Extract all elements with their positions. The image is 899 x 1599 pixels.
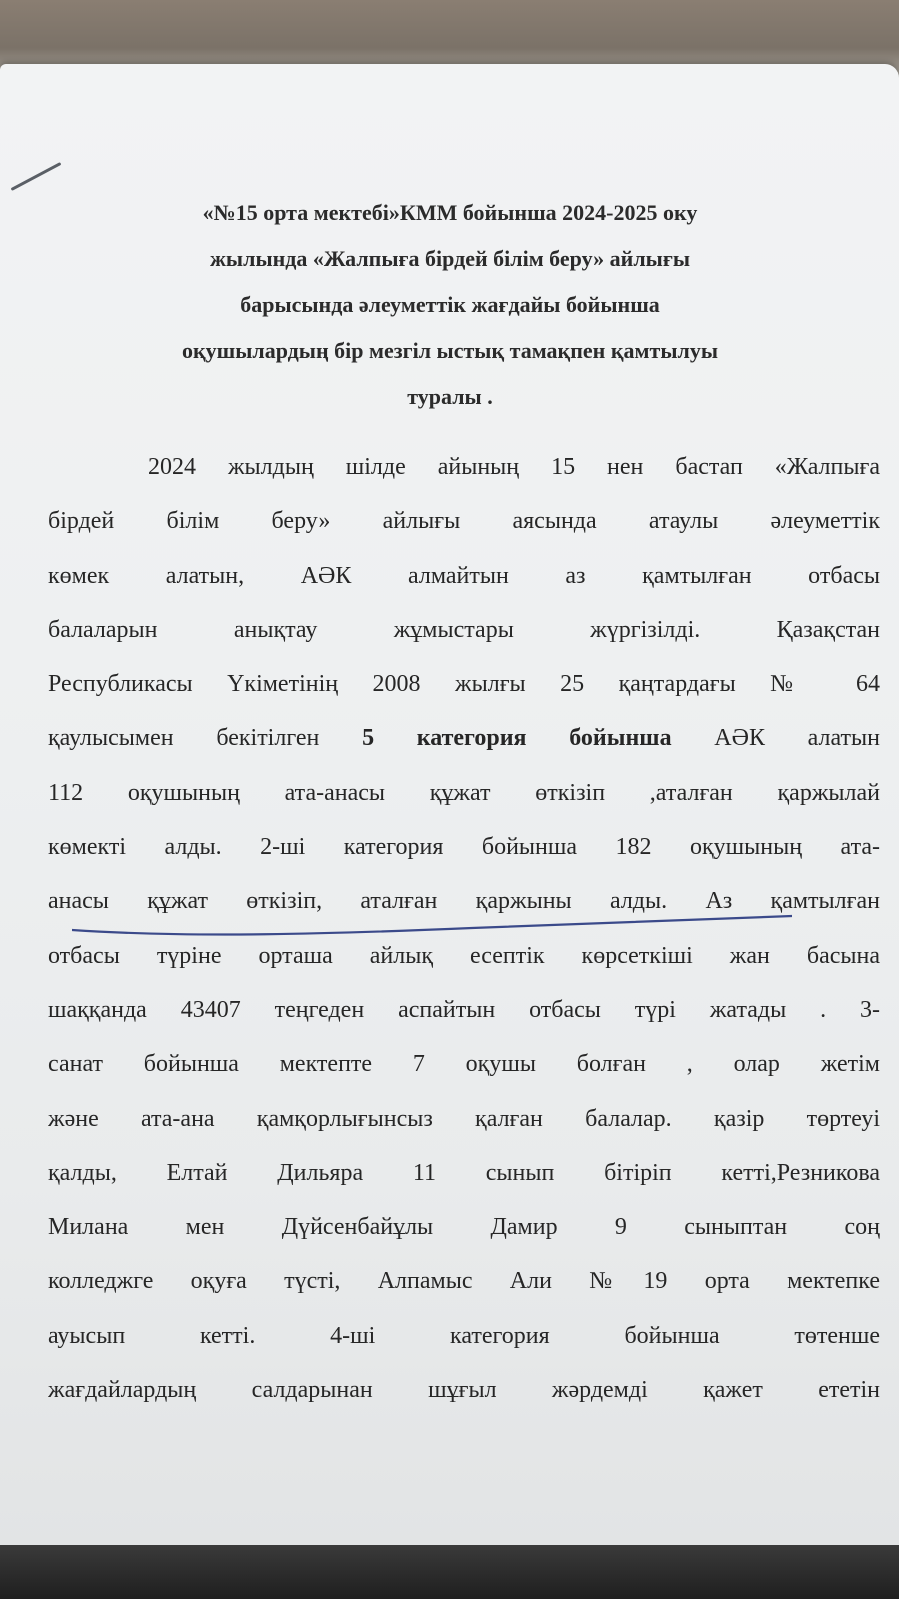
desk-background-bottom (0, 1545, 899, 1599)
title-line: туралы . (407, 384, 493, 409)
body-line: қалды, Елтай Дильяра 11 сынып бітіріп кетті,Резникова (48, 1159, 880, 1186)
title-line: жылында «Жалпыға бірдей білім беру» айлығы (209, 246, 691, 271)
body-line: ауысып кетті. 4-ші категория бойынша төтенше (48, 1322, 880, 1349)
body-line: колледжге оқуға түсті, Алпамыс Али №19 орта мектепке (48, 1268, 880, 1295)
bold-phrase: 5 категория бойынша (362, 725, 672, 752)
body-line: көмекті алды. 2-ші категория бойынша 182 оқушының ата- (48, 834, 880, 861)
title-line: оқушылардың бір мезгіл ыстық тамақпен қамтылуы (181, 338, 719, 363)
body-line: бірдей білім беру» айлығы аясында атаулы әлеуметтік (48, 508, 880, 535)
body-line: көмек алатын, АӘК алмайтын аз қамтылған отбасы (48, 562, 880, 589)
body-line: жағдайлардың салдарынан шұғыл жәрдемді қажет ететін (48, 1377, 880, 1404)
body-line: Республикасы Үкіметінің 2008 жылғы 25 қаңтардағы № 64 (48, 671, 880, 698)
body-line: анасы құжат өткізіп, аталған қаржыны алды. Аз қамтылған (48, 888, 880, 915)
body-line: шаққанда 43407 теңгеден аспайтын отбасы түрі жатады . 3- (48, 996, 880, 1023)
body-line: Милана мен Дүйсенбайұлы Дамир 9 сыныптан соң (48, 1214, 880, 1241)
body-line: және ата-ана қамқорлығынсыз қалған балалар. қазір төртеуі (48, 1105, 880, 1132)
title-line: «№15 орта мектебі»КММ бойынша 2024-2025 оку (202, 200, 698, 225)
body-line-segment: қаулысымен бекітілген (48, 725, 363, 752)
body-line-segment: АӘК алатын (671, 725, 880, 752)
body-line: балаларын анықтау жұмыстары жүргізілді. Қазақстан (48, 616, 880, 643)
document-title (70, 190, 830, 420)
body-line: санат бойынша мектепте 7 оқушы болған , олар жетім (48, 1051, 880, 1078)
body-line: 2024 жылдың шілде айының 15 нен бастап «Жалпыға (148, 454, 880, 480)
body-line (48, 711, 880, 765)
body-line: отбасы түріне орташа айлық есептік көрсеткіші жан басына (48, 942, 880, 969)
body-line: 112 оқушының ата-анасы құжат өткізіп ,аталған қаржылай (48, 779, 880, 806)
title-line: барысында әлеуметтік жағдайы бойынша (240, 292, 660, 317)
body-paragraph (48, 440, 880, 1417)
